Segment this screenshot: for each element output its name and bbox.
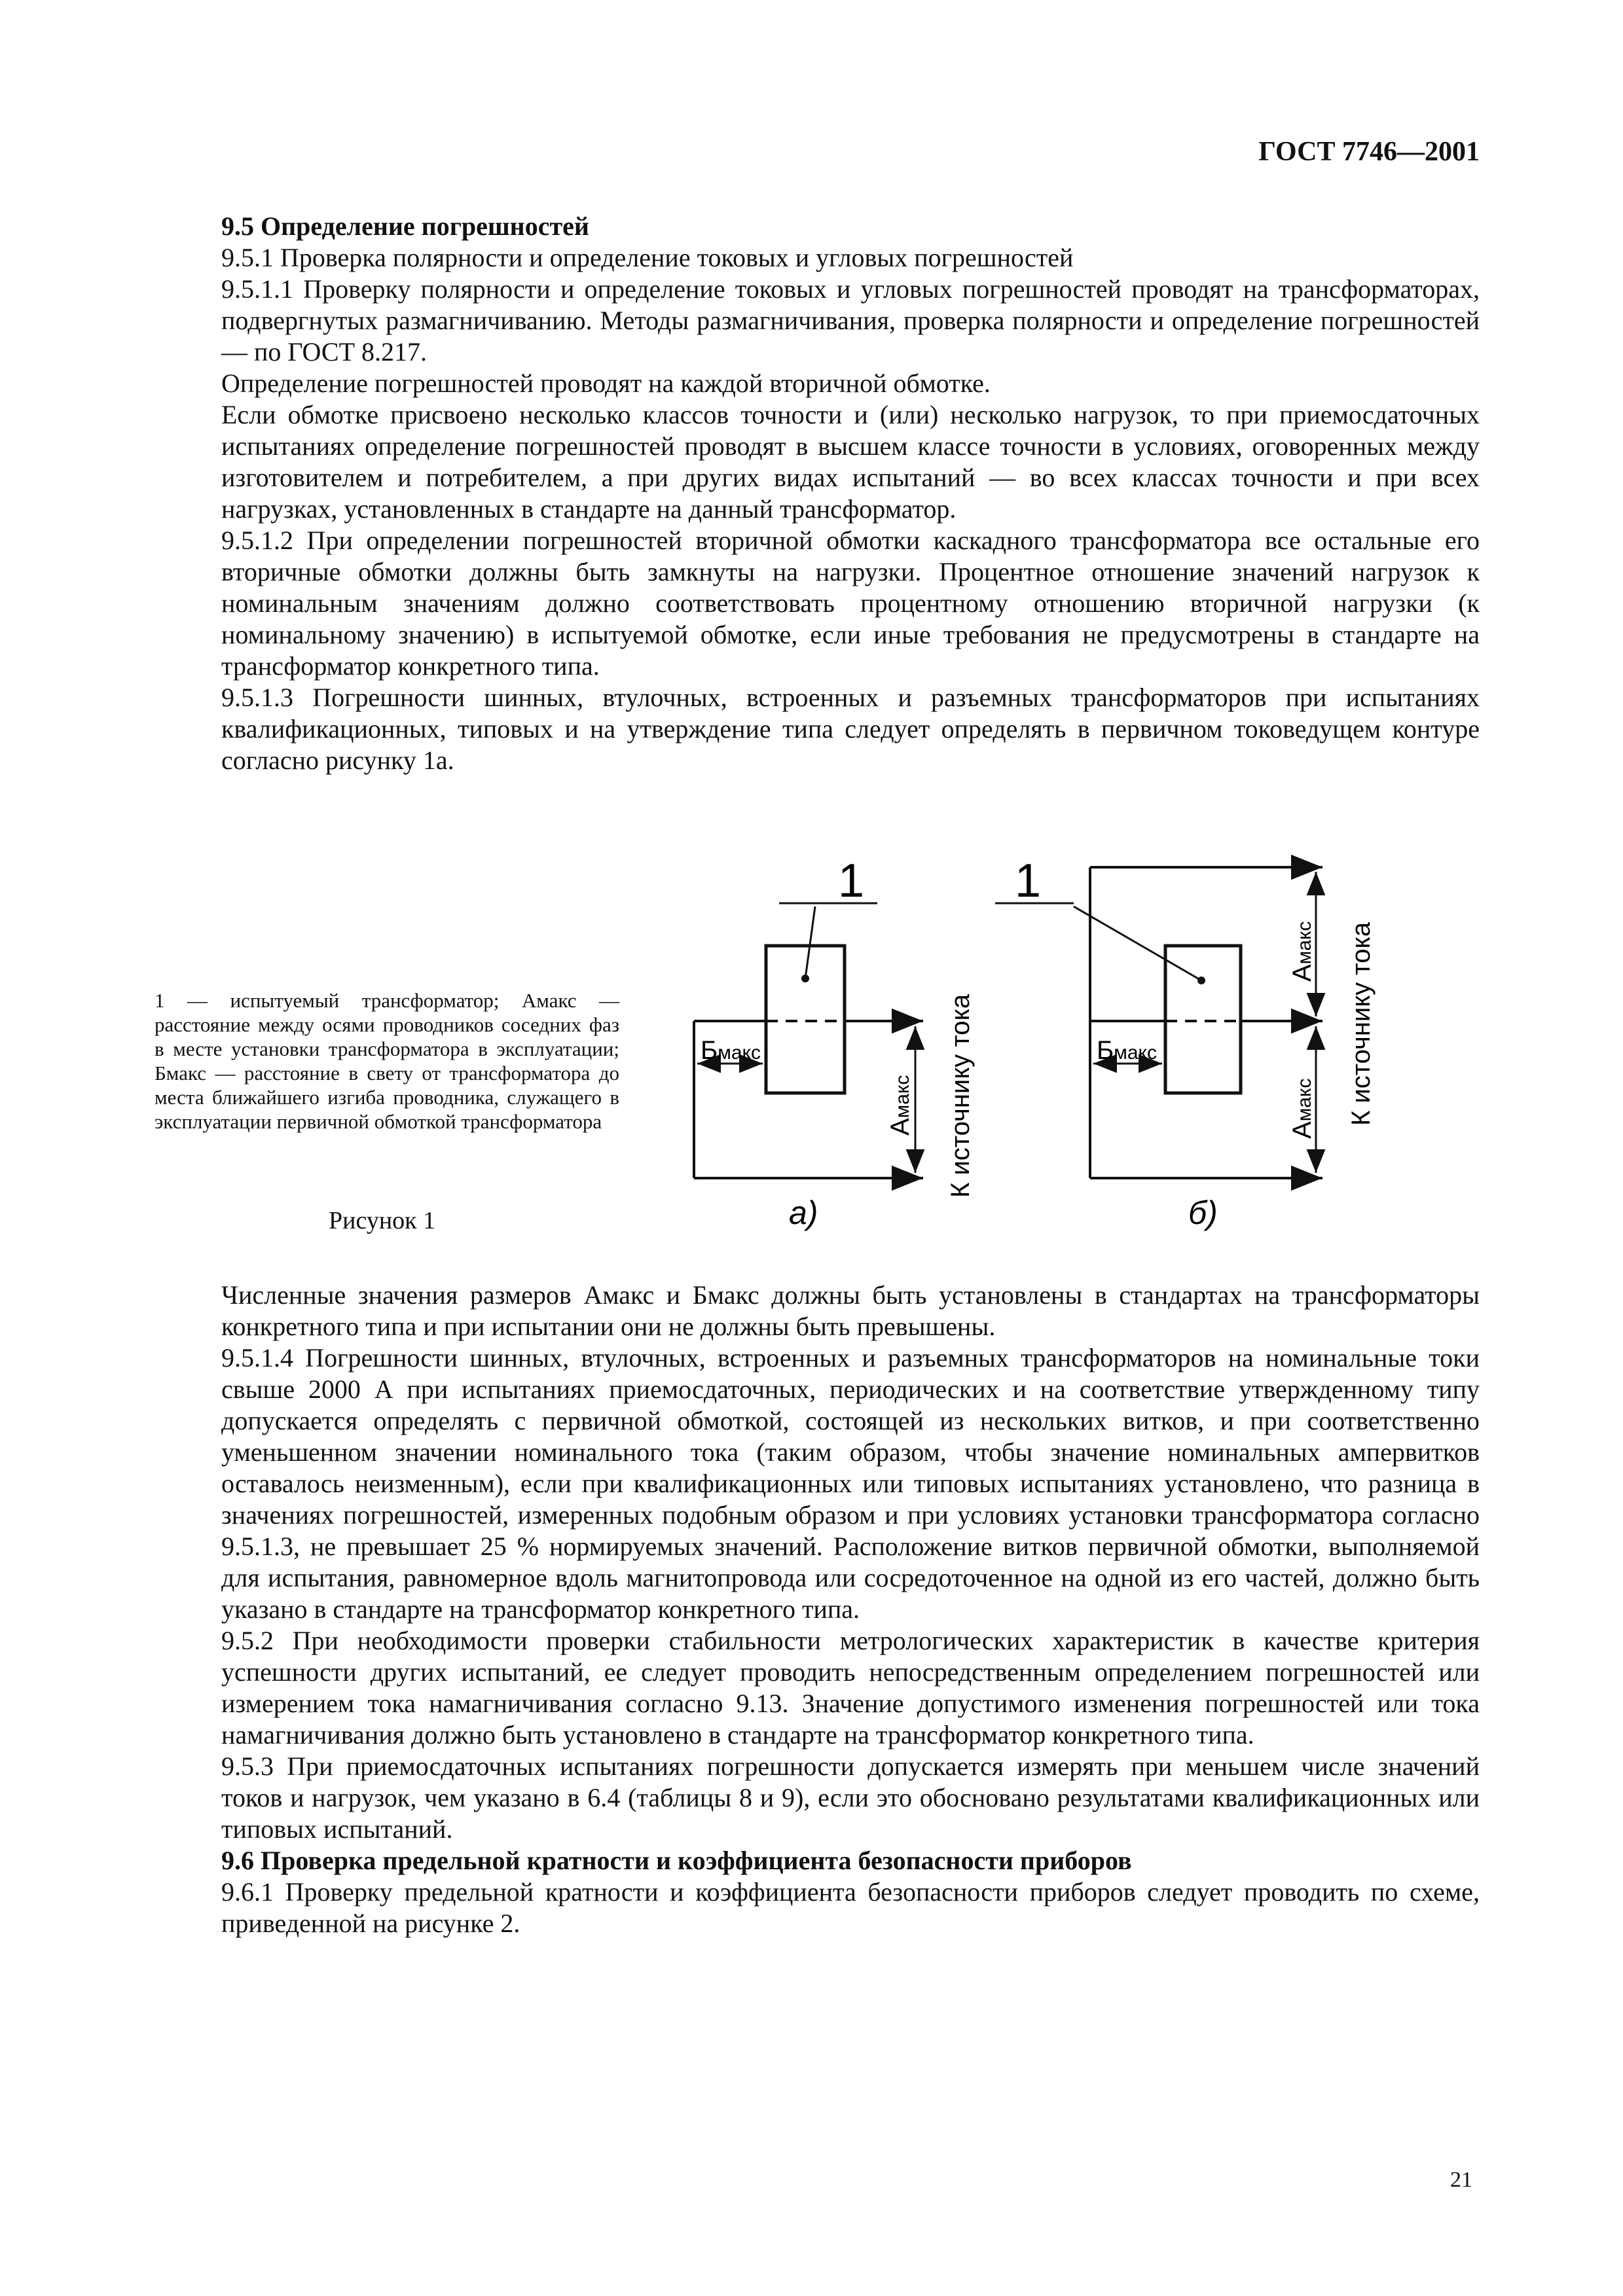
figure-legend: 1 — испытуемый трансформатор; Aмакс — расстояние между осями проводников соседних фаз в месте установки трансформатора в эксплуатации; Бмакс — расстояние в свету от трансформатора до места ближайшего изгиба проводника, служащего в эксплуатации первичной обмоткой трансформатора bbox=[155, 989, 619, 1133]
diagram-a bbox=[694, 855, 975, 1231]
label-b-max-b: Бмакс bbox=[1097, 1036, 1158, 1065]
sublabel-b: б) bbox=[1188, 1194, 1218, 1231]
figure-1-diagram bbox=[681, 838, 1453, 1257]
label-1-a: 1 bbox=[838, 855, 865, 907]
para-9-5-1-3: 9.5.1.3 Погрешности шинных, втулочных, встроенных и разъемных трансформаторов при испытаниях квалификационных, типовых и на утверждение типа следует определять в первичном токоведущем контуре согласно рисунку 1а. bbox=[221, 683, 1480, 775]
heading-9-5: 9.5 Определение погрешностей bbox=[221, 211, 589, 241]
source-label-b: К источнику тока bbox=[1347, 922, 1376, 1126]
document-id: ГОСТ 7746—2001 bbox=[1258, 137, 1480, 167]
section-continued bbox=[221, 1280, 1480, 1939]
source-label-a: К источнику тока bbox=[946, 994, 975, 1198]
para-9-5-1-1: 9.5.1.1 Проверку полярности и определение токовых и угловых погрешностей проводят на трансформаторах, подвергнутых размагничиванию. Методы размагничивания, проверка полярности и определение погрешностей — по ГОСТ 8.217. bbox=[221, 274, 1480, 367]
para-9-5-1-4: 9.5.1.4 Погрешности шинных, втулочных, встроенных и разъемных трансформаторов на номинальные токи свыше 2000 А при испытаниях приемосдаточных, периодических и на соответствие утвержденному типу допускается определять с первичной обмоткой, состоящей из нескольких витков, и при соответственно уменьшенном значении номинального тока (таким образом, чтобы значение номинальных ампервитков оставалось неизменным), если при квалификационных или типовых испытаниях установлено, что разница в значениях погрешностей, измеренных подобным образом и при условиях установки трансформатора согласно 9.5.1.3, не превышает 25 % нормируемых значений. Расположение витков первичной обмотки, выполняемой для испытания, равномерное вдоль магнитопровода или сосредоточенное на одной из его частей, должно быть указано в стандарте на трансформатор конкретного типа. bbox=[221, 1343, 1480, 1624]
label-a-max-a: Aмакс bbox=[886, 1075, 915, 1136]
label-a-max-b-upper: Aмакс bbox=[1288, 921, 1317, 982]
para-9-5-2: 9.5.2 При необходимости проверки стабильности метрологических характеристик в качестве критерия успешности других испытаний, ее следует проводить непосредственным определением погрешностей или измерением тока намагничивания согласно 9.13. Значение допустимого изменения погрешностей или тока намагничивания должно быть установлено в стандарте на трансформатор конкретного типа. bbox=[221, 1626, 1480, 1749]
para-9-6-1: 9.6.1 Проверку предельной кратности и коэффициента безопасности приборов следует проводить по схеме, приведенной на рисунке 2. bbox=[221, 1877, 1480, 1938]
label-b-max-a: Бмакс bbox=[701, 1036, 761, 1065]
para-9-5-3: 9.5.3 При приемосдаточных испытаниях погрешности допускается измерять при меньшем числе значений токов и нагрузок, чем указано в 6.4 (таблицы 8 и 9), если это обосновано результатами квалификационных или типовых испытаний. bbox=[221, 1751, 1480, 1844]
heading-9-6: 9.6 Проверка предельной кратности и коэффициента безопасности приборов bbox=[221, 1846, 1132, 1875]
label-a-max-b-lower: Aмакс bbox=[1288, 1078, 1317, 1139]
transformer-rect-a bbox=[766, 946, 845, 1093]
diagram-b bbox=[995, 855, 1376, 1231]
para-each-winding: Определение погрешностей проводят на каждой вторичной обмотке. bbox=[221, 368, 991, 398]
para-several-classes: Если обмотке присвоено несколько классов точности и (или) несколько нагрузок, то при приемосдаточных испытаниях определение погрешностей проводят в высшем классе точности в условиях, оговоренных между изготовителем и потребителем, а при других видах испытаний — во всех классах точности и при всех нагрузках, установленных в стандарте на данный трансформатор. bbox=[221, 400, 1480, 524]
page-number: 21 bbox=[1450, 2168, 1472, 2192]
para-9-5-1: 9.5.1 Проверка полярности и определение токовых и угловых погрешностей bbox=[221, 243, 1074, 272]
transformer-rect-b bbox=[1165, 946, 1241, 1093]
sublabel-a: а) bbox=[789, 1194, 818, 1231]
figure-caption: Рисунок 1 bbox=[329, 1207, 436, 1234]
label-1-b: 1 bbox=[1015, 855, 1042, 907]
section-9-5 bbox=[221, 211, 1480, 776]
para-9-5-1-2: 9.5.1.2 При определении погрешностей вторичной обмотки каскадного трансформатора все остальные его вторичные обмотки должны быть замкнуты на нагрузки. Процентное отношение значений нагрузок к номинальным значениям должно соответствовать процентному отношению вторичной нагрузки (к номинальному значению) в испытуемой обмотке, если иные требования не предусмотрены в стандарте на трансформатор конкретного типа. bbox=[221, 526, 1480, 681]
para-numeric-values: Численные значения размеров Aмакс и Бмакс должны быть установлены в стандартах на трансформаторы конкретного типа и при испытании они не должны быть превышены. bbox=[221, 1280, 1480, 1341]
